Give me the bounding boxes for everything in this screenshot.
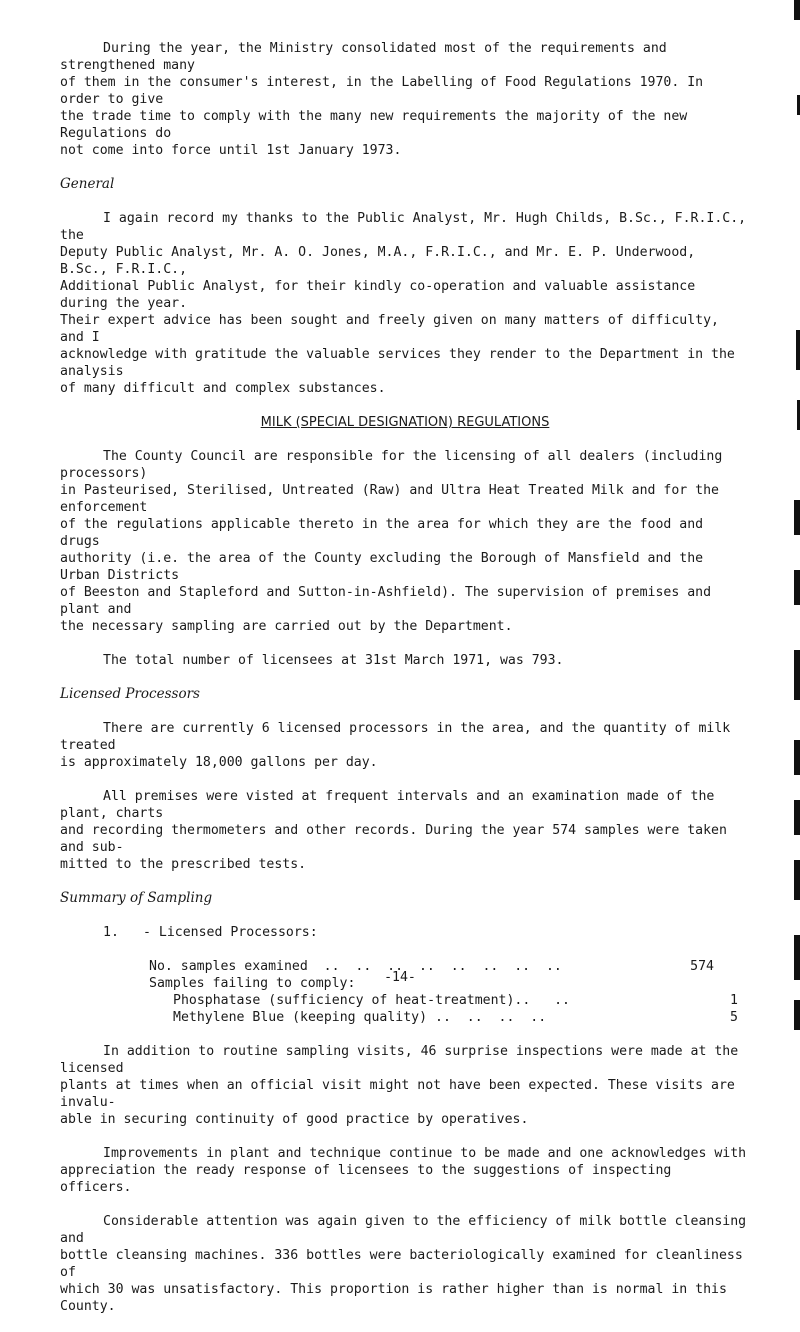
milk-paragraph-2: The total number of licensees at 31st March 1971, was 793. xyxy=(103,653,564,668)
summary-row-value: 5 xyxy=(730,1010,738,1025)
summary-item-label: - Licensed Processors: xyxy=(143,925,318,940)
binding-edge xyxy=(794,500,800,535)
licensed-processors-heading: Licensed Processors xyxy=(60,686,200,702)
summary-item xyxy=(60,924,750,941)
binding-edge xyxy=(794,935,800,980)
binding-edge xyxy=(794,740,800,775)
binding-edge xyxy=(796,330,800,370)
closing-paragraph-3: Considerable attention was again given to the efficiency of milk bottle cleansing and bottle cleansing machines. 336 bottles were bacteriologically examined for cleanliness of which 30 was unsatisfactory. This proportion is rather higher than is normal in this County. xyxy=(60,1214,747,1314)
closing-paragraph-2: Improvements in plant and technique continue to be made and one acknowledges with appreciation the ready response of licensees to the suggestions of inspecting officers. xyxy=(60,1146,747,1195)
milk-paragraph-1: The County Council are responsible for the licensing of all dealers (including processors) in Pasteurised, Sterilised, Untreated (Raw) and Ultra Heat Treated Milk and for the enforcement of the regulations applicable thereto in the area for which they are the food and drugs authority (i.e. the area of the County excluding the Borough of Mansfield and the Urban Districts of Beeston and Stapleford and Sutton-in-Ashfield). The supervision of premises and plant and the necessary sampling are carried out by the Department. xyxy=(60,449,723,634)
summary-heading: Summary of Sampling xyxy=(60,890,213,906)
intro-paragraph: During the year, the Ministry consolidated most of the requirements and strengthened many of them in the consumer's interest, in the Labelling of Food Regulations 1970. In order to give the trade time to comply with the many new requirements the majority of the new Regulations do not come into force until 1st January 1973. xyxy=(60,41,704,158)
general-paragraph: I again record my thanks to the Public Analyst, Mr. Hugh Childs, B.Sc., F.R.I.C., the Deputy Public Analyst, Mr. A. O. Jones, M.A., F.R.I.C., and Mr. E. P. Underwood, B.Sc., F.R.I.C., Additional Public Analyst, for their kindly co-operation and valuable assistance during the year. Their expert advice has been sought and freely given on many matters of difficulty, and I acknowledge with gratitude the valuable services they render to the Department in the analysis of many difficult and complex substances. xyxy=(60,211,747,396)
summary-row-value: 1 xyxy=(730,993,738,1008)
binding-edge xyxy=(794,1000,800,1030)
processors-paragraph-2: All premises were visted at frequent intervals and an examination made of the plant, charts and recording thermometers and other records. During the year 574 samples were taken and sub- mitted to the prescribed tests. xyxy=(60,789,727,872)
binding-edge xyxy=(794,570,800,605)
closing-paragraph-1: In addition to routine sampling visits, 46 surprise inspections were made at the licensed plants at times when an official visit might not have been expected. These visits are invalu- able in securing continuity of good practice by operatives. xyxy=(60,1044,739,1127)
summary-row-label: Methylene Blue (keeping quality) .. .. .. .. xyxy=(173,1010,547,1025)
document-page xyxy=(60,40,750,1332)
binding-edge xyxy=(794,800,800,835)
summary-row-label: Samples failing to comply: xyxy=(149,976,356,991)
summary-row xyxy=(60,992,738,1009)
summary-item-number: 1. xyxy=(103,925,119,940)
summary-row-label: No. samples examined .. .. .. .. .. .. .. .. xyxy=(149,959,562,974)
binding-edge xyxy=(794,650,800,700)
binding-edge xyxy=(794,0,800,20)
milk-regulations-title: MILK (SPECIAL DESIGNATION) REGULATIONS xyxy=(260,415,550,430)
general-heading: General xyxy=(60,176,115,192)
summary-row-value: 574 xyxy=(690,959,714,974)
binding-edge xyxy=(794,860,800,900)
processors-paragraph-1: There are currently 6 licensed processors in the area, and the quantity of milk treated is approximately 18,000 gallons per day. xyxy=(60,721,731,770)
summary-row-label: Phosphatase (sufficiency of heat-treatment).. .. xyxy=(173,993,570,1008)
summary-row xyxy=(60,1009,738,1026)
page-number: -14- xyxy=(384,970,416,985)
